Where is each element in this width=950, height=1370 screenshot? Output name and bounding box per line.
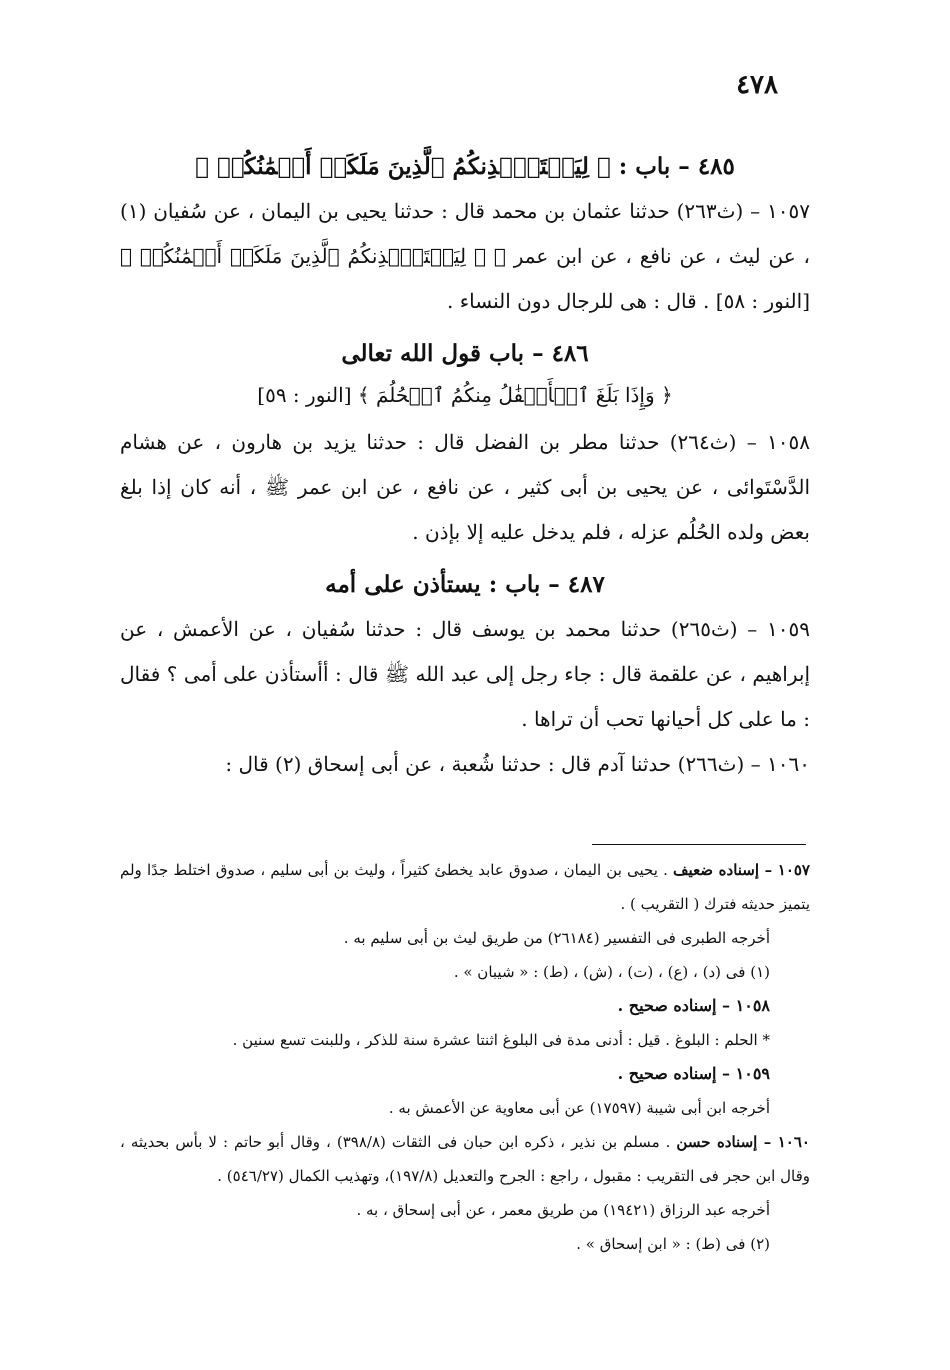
footnote-1060-note: (٢) فى (ط) : « ابن إسحاق » .	[576, 1235, 770, 1253]
chapter-heading-486: ٤٨٦ – باب قول الله تعالى	[341, 340, 589, 367]
footnote-1058-lead: ١٠٥٨ – إسناده صحيح .	[617, 996, 770, 1015]
page-number: ٤٧٨	[736, 70, 778, 100]
footnotes	[120, 853, 810, 1261]
footnote-1057-takhrij: أخرجه الطبرى فى التفسير (٢٦١٨٤) من طريق ليث بن أبى سليم به .	[343, 929, 770, 947]
hadith-1057: ١٠٥٧ – (ث٢٦٣) حدثنا عثمان بن محمد قال : حدثنا يحيى بن اليمان ، عن سُفيان (١) ، عن ليث ، عن نافع ، عن ابن عمر ﷺ ﴿ لِيَسۡتَـٔۡذِنكُمُ ٱلَّذِينَ مَلَكَتۡ أَيۡمَٰنُكُمۡ ﴾ [النور : ٥٨] . قال : هى للرجال دون النساء .	[120, 199, 810, 313]
chapter-verse-486: ﴿ وَإِذَا بَلَغَ ٱلۡأَطۡفَٰلُ مِنكُمُ ٱلۡحُلُمَ ﴾ [النور : ٥٩]	[257, 383, 673, 407]
footnote-1060	[120, 1125, 810, 1193]
footnote-1057-note: (١) فى (د) ، (ع) ، (ت) ، (ش) ، (ط) : « شيبان » .	[453, 963, 770, 981]
footnote-1060-lead: ١٠٦٠ – إسناده حسن	[676, 1133, 810, 1151]
hadith-1059: ١٠٥٩ – (ث٢٦٥) حدثنا محمد بن يوسف قال : حدثنا سُفيان ، عن الأعمش ، عن إبراهيم ، عن علقمة قال : جاء رجل إلى عبد الله ﷺ قال : أأستأذن على أمى ؟ فقال : ما على كل أحيانها تحب أن تراها .	[120, 617, 810, 731]
footnote-1059-takhrij: أخرجه ابن أبى شيبة (١٧٥٩٧) عن أبى معاوية عن الأعمش به .	[388, 1099, 770, 1117]
hadith-1058: ١٠٥٨ – (ث٢٦٤) حدثنا مطر بن الفضل قال : حدثنا يزيد بن هارون ، عن هشام الدَّسْتَوائى ، عن يحيى بن أبى كثير ، عن نافع ، عن ابن عمر ﷺ ، أنه كان إذا بلغ بعض ولده الحُلُم عزله ، فلم يدخل عليه إلا بإذن .	[120, 430, 810, 544]
footnote-1057-lead: ١٠٥٧ – إسناده ضعيف	[673, 861, 810, 879]
footnote-1060-takhrij: أخرجه عبد الرزاق (١٩٤٢١) من طريق معمر ، عن أبى إسحاق ، به .	[356, 1201, 770, 1219]
footnote-separator	[592, 844, 806, 845]
chapter-heading-485: ٤٨٥ – باب : ﴿ لِيَسۡتَـٔۡذِنكُمُ ٱلَّذِينَ مَلَكَتۡ أَيۡمَٰنُكُمۡ ﴾	[195, 153, 735, 180]
footnote-1059-lead: ١٠٥٩ – إسناده صحيح .	[617, 1064, 770, 1083]
main-text	[120, 145, 810, 787]
hadith-1060: ١٠٦٠ – (ث٢٦٦) حدثنا آدم قال : حدثنا شُعبة ، عن أبى إسحاق (٢) قال :	[225, 752, 810, 776]
footnote-1060-text: . مسلم بن نذير ، ذكره ابن حبان فى الثقات (٣٩٨/٨) ، وقال أبو حاتم : لا بأس بحديثه ، وقال ابن حجر فى التقريب : مقبول ، راجع : الجرح والتعديل (١٩٧/٨)، وتهذيب الكمال (٥٤٦/٢٧) .	[120, 1133, 810, 1185]
footnote-1058-note: * الحلم : البلوغ . قيل : أدنى مدة فى البلوغ اثنتا عشرة سنة للذكر ، وللبنت تسع سنين .	[232, 1031, 770, 1049]
footnote-1057	[120, 853, 810, 921]
chapter-heading-487: ٤٨٧ – باب : يستأذن على أمه	[325, 571, 605, 598]
footnote-1057-text: . يحيى بن اليمان ، صدوق عابد يخطئ كثيراً ، وليث بن أبى سليم ، صدوق اختلط جدًا ولم يتميز حديثه فترك ( التقريب ) .	[120, 861, 810, 913]
